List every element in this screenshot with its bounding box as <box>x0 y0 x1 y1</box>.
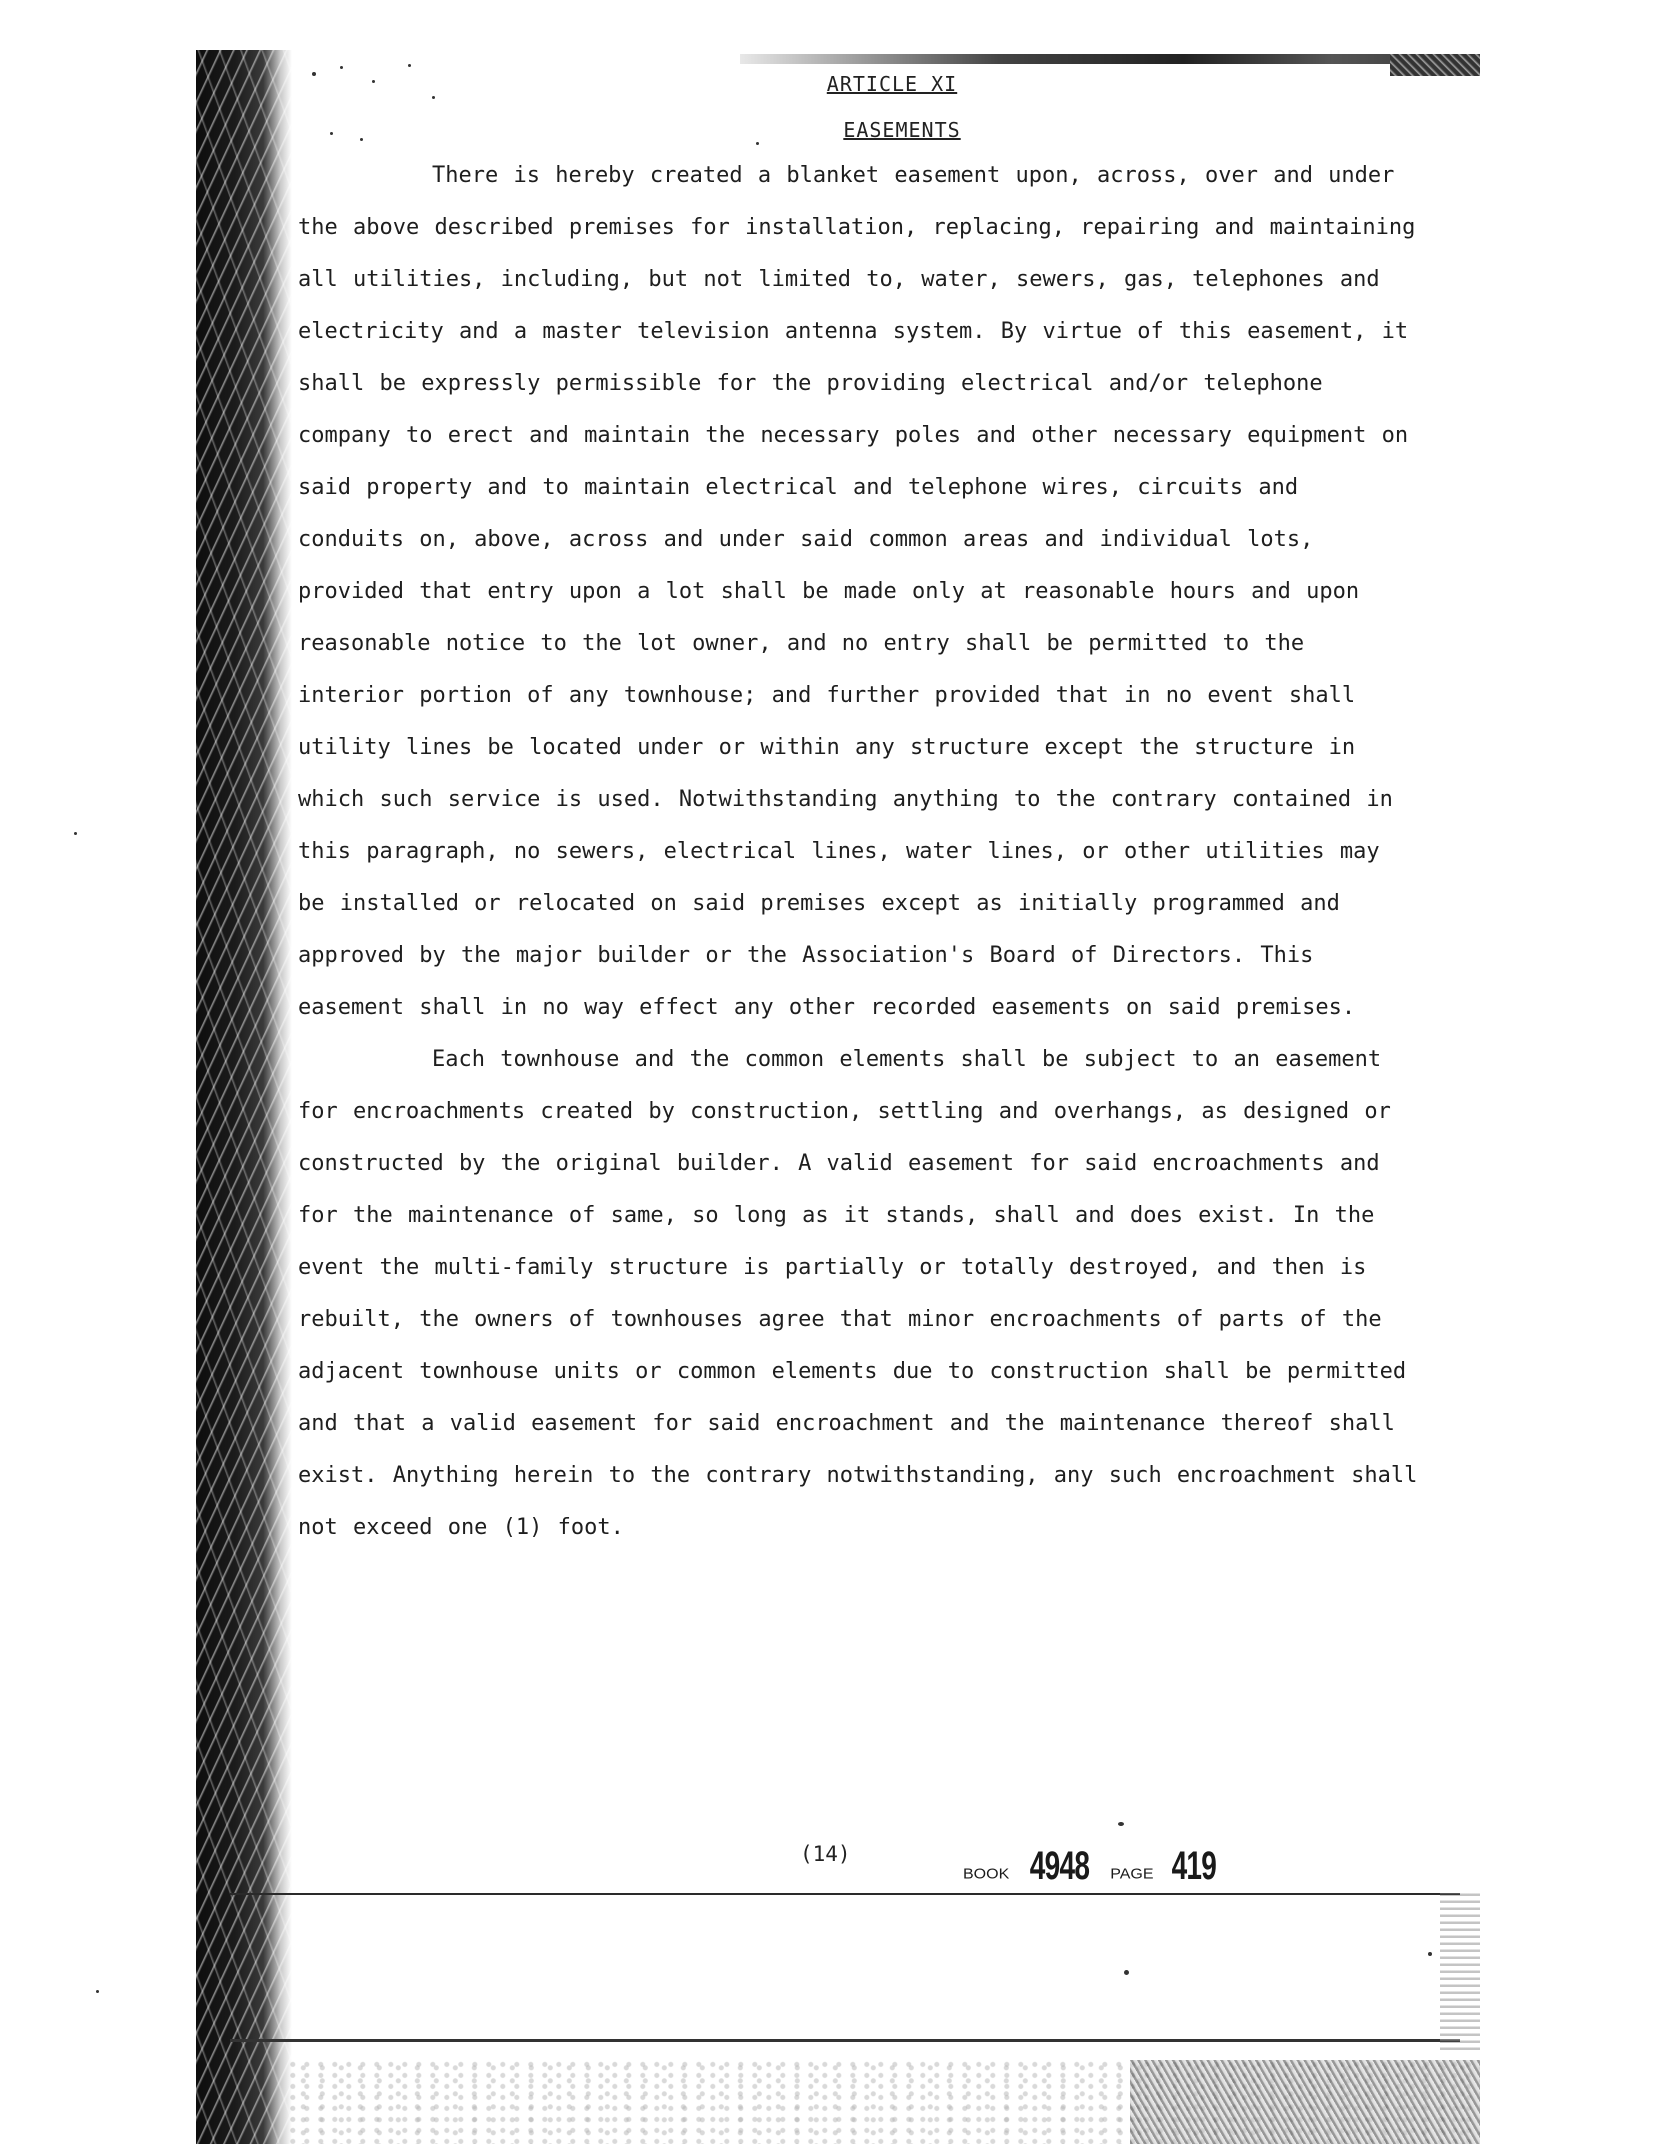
book-page-stamp <box>963 1844 1225 1889</box>
scan-speckle <box>360 138 363 141</box>
body-text <box>298 150 1418 1554</box>
book-label: BOOK <box>963 1866 1010 1883</box>
horizontal-rule-lower <box>230 2039 1460 2042</box>
page-ref-number: 419 <box>1171 1844 1216 1888</box>
article-heading-text: ARTICLE XI <box>826 72 958 96</box>
scan-speckle <box>1118 1822 1124 1826</box>
horizontal-rule-upper <box>230 1893 1460 1895</box>
section-title: EASEMENTS <box>843 118 961 142</box>
book-number: 4948 <box>1029 1844 1090 1888</box>
scan-speckle <box>330 132 333 135</box>
page-label: PAGE <box>1110 1866 1154 1883</box>
scan-right-edge-noise <box>1440 1890 1480 2050</box>
scan-edge-shadow <box>196 50 292 2144</box>
page-number: (14) <box>800 1842 851 1866</box>
paragraph-utilities-easement: There is hereby created a blanket easement upon, across, over and under the above described premises for installation, replacing, repairing and maintaining all utilities, including, but not limited to, water, sewers, gas, telephones and electricity and a master television antenna system. By virtue of this easement, it shall be expressly permissible for the providing electrical and/or telephone company to erect and maintain the necessary poles and other necessary equipment on said property and to maintain electrical and telephone wires, circuits and conduits on, above, across and under said common areas and individual lots, provided that entry upon a lot shall be made only at reasonable hours and upon reasonable notice to the lot owner, and no entry shall be permitted to the interior portion of any townhouse; and further provided that in no event shall utility lines be located under or within any structure except the structure in which such service is used. Notwithstanding anything to the contrary contained in this paragraph, no sewers, electrical lines, water lines, or other utilities may be installed or relocated on said premises except as initially programmed and approved by the major builder or the Association's Board of Directors. This easement shall in no way effect any other recorded easements on said premises. <box>298 163 1416 1020</box>
scan-speckle <box>1428 1952 1432 1956</box>
scan-speckle <box>1124 1970 1129 1975</box>
scan-speckle <box>74 832 77 835</box>
scan-speckle <box>756 142 759 145</box>
scan-speckle <box>340 66 343 69</box>
scan-bottom-right-noise <box>1130 2060 1480 2144</box>
article-heading <box>60 72 1664 96</box>
scan-speckle <box>432 96 435 99</box>
scan-speckle <box>372 80 375 83</box>
scan-speckle <box>96 1990 99 1993</box>
scan-speckle <box>408 64 411 67</box>
scan-speckle <box>312 72 316 76</box>
scan-top-rule <box>740 54 1480 64</box>
paragraph-encroachments: Each townhouse and the common elements shall be subject to an easement for encroachments created by construction, settling and overhangs, as designed or constructed by the original builder. A valid easement for said encroachments and for the maintenance of same, so long as it stands, shall and does exist. In the event the multi-family structure is partially or totally destroyed, and then is rebuilt, the owners of townhouses agree that minor encroachments of parts of the adjacent townhouse units or common elements due to construction shall be permitted and that a valid easement for said encroachment and the maintenance thereof shall exist. Anything herein to the contrary notwithstanding, any such encroachment shall not exceed one (1) foot. <box>298 1047 1418 1540</box>
